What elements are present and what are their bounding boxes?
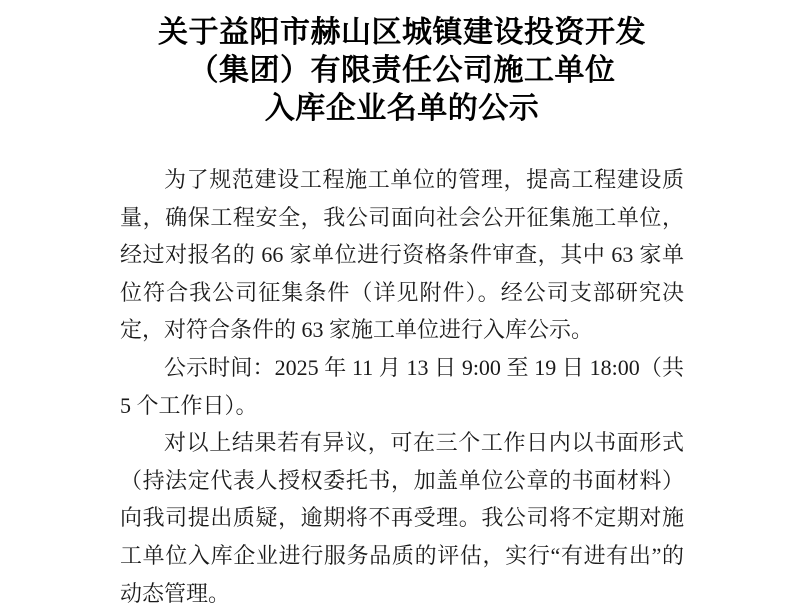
paragraph-intro: 为了规范建设工程施工单位的管理，提高工程建设质量，确保工程安全，我公司面向社会公开征集施工单位，经过对报名的 66 家单位进行资格条件审查，其中 63 家单位符合我公司征集条件（详见附件）。经公司支部研究决定，对符合条件的 63 家施工单位进行入库公示。 [120, 167, 684, 343]
paragraph-notice-period: 公示时间：2025 年 11 月 13 日 9:00 至 19 日 18:00（共 5 个工作日）。 [120, 354, 684, 418]
document-title [120, 14, 684, 128]
paragraph-objection: 对以上结果若有异议，可在三个工作日内以书面形式（持法定代表人授权委托书，加盖单位公章的书面材料）向我司提出质疑，逾期将不再受理。我公司将不定期对施工单位入库企业进行服务品质的评估，实行“有进有出”的动态管理。 [120, 430, 684, 606]
document-body [120, 161, 684, 612]
title-line-2: （集团）有限责任公司施工单位 [188, 54, 616, 87]
title-line-3: 入库企业名单的公示 [264, 92, 540, 125]
title-line-1: 关于益阳市赫山区城镇建设投资开发 [158, 16, 646, 49]
